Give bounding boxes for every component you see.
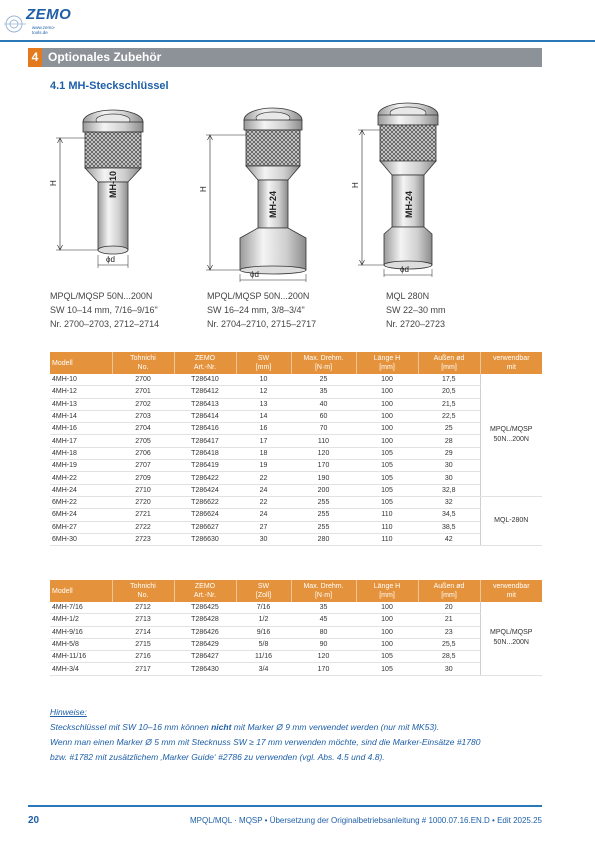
table-cell: 34,5 [418, 509, 480, 521]
table-cell: 38,5 [418, 521, 480, 533]
table-cell: 105 [356, 484, 418, 496]
tool-caption-3 [386, 289, 446, 331]
table-cell: 255 [291, 496, 356, 508]
table-cell: 2713 [112, 614, 174, 626]
table-cell: 4MH-9/16 [50, 626, 112, 638]
table-cell: 2700 [112, 374, 174, 386]
table-cell: 2720 [112, 496, 174, 508]
table-cell: 80 [291, 626, 356, 638]
column-header: SW [mm] [236, 352, 291, 374]
table-row [50, 521, 542, 533]
table-cell: 105 [356, 472, 418, 484]
dim-h-3: H [351, 182, 360, 188]
table-cell: 4MH-7/16 [50, 602, 112, 614]
dim-h-1: H [49, 180, 58, 186]
table-cell: 100 [356, 626, 418, 638]
table-cell: 90 [291, 638, 356, 650]
column-header: verwendbar mit [480, 580, 542, 602]
caption-line: Nr. 2720–2723 [386, 319, 446, 329]
table-cell: 11/16 [236, 651, 291, 663]
table-cell: 100 [356, 602, 418, 614]
table-row [50, 435, 542, 447]
footer-text: MPQL/MQL · MQSP • Übersetzung der Originalbetriebsanleitung # 1000.07.16.EN.D • Edit 2025.25 [189, 816, 542, 825]
table-cell: 4MH-11/16 [50, 651, 112, 663]
table-cell: 4MH-10 [50, 374, 112, 386]
table-cell: 30 [418, 663, 480, 675]
logo-url: www.zemo-tools.de [32, 25, 56, 35]
table-cell: 13 [236, 398, 291, 410]
dim-d-1: ϕd [106, 255, 115, 264]
table-cell: 21,5 [418, 398, 480, 410]
compatible-with-cell: MPQL/MQSP 50N...200N [480, 602, 542, 675]
column-header: ZEMO Art.-Nr. [174, 580, 236, 602]
table-row [50, 509, 542, 521]
table-cell: T286622 [174, 496, 236, 508]
dim-h-2: H [199, 186, 208, 192]
table-cell: 2721 [112, 509, 174, 521]
table-cell: 5/8 [236, 638, 291, 650]
table-cell: 110 [356, 521, 418, 533]
notes-heading: Hinweise: [50, 707, 87, 717]
caption-line: SW 22–30 mm [386, 305, 446, 315]
table-cell: 2712 [112, 602, 174, 614]
table-cell: 4MH-22 [50, 472, 112, 484]
table-row [50, 447, 542, 459]
table-cell: T286627 [174, 521, 236, 533]
table-cell: 2723 [112, 533, 174, 545]
table-cell: T286422 [174, 472, 236, 484]
table-row [50, 410, 542, 422]
table-cell: 2707 [112, 460, 174, 472]
table-cell: 19 [236, 460, 291, 472]
table-cell: 42 [418, 533, 480, 545]
section-number: 4 [28, 48, 42, 67]
table-cell: T286427 [174, 651, 236, 663]
table-cell: 16 [236, 423, 291, 435]
tool-drawings [40, 100, 550, 285]
column-header: Außen ød [mm] [418, 352, 480, 374]
column-header: SW [Zoll] [236, 580, 291, 602]
tool-drawing-1 [49, 110, 143, 268]
caption-line: MPQL/MQSP 50N...200N [50, 291, 153, 301]
table-cell: 18 [236, 447, 291, 459]
table-cell: 110 [291, 435, 356, 447]
table-cell: 170 [291, 663, 356, 675]
socket-table-inch [50, 580, 542, 676]
tool-caption-1 [50, 289, 159, 331]
tool-drawing-3 [351, 103, 438, 277]
table-cell: 4MH-16 [50, 423, 112, 435]
section-title: Optionales Zubehör [48, 50, 162, 64]
table-cell: 28,5 [418, 651, 480, 663]
caption-line: MPQL/MQSP 50N...200N [207, 291, 310, 301]
table-cell: 20,5 [418, 386, 480, 398]
column-header: Max. Drehm. [N·m] [291, 352, 356, 374]
table-cell: 23 [418, 626, 480, 638]
table-cell: 17 [236, 435, 291, 447]
dim-d-2: ϕd [250, 270, 259, 279]
table-row [50, 484, 542, 496]
table-cell: T286413 [174, 398, 236, 410]
table-cell: 255 [291, 509, 356, 521]
tool-label-3: MH-24 [404, 190, 414, 218]
table-cell: 100 [356, 638, 418, 650]
table-row [50, 423, 542, 435]
zemo-logo [4, 6, 72, 36]
table-cell: 100 [356, 410, 418, 422]
table-cell: 100 [356, 614, 418, 626]
table-cell: T286429 [174, 638, 236, 650]
table-cell: T286416 [174, 423, 236, 435]
table-cell: 2702 [112, 398, 174, 410]
note-text: mit Marker Ø 9 mm verwendet werden (nur mit MK53). [231, 722, 440, 732]
table-cell: 110 [356, 533, 418, 545]
table-cell: 2705 [112, 435, 174, 447]
table-cell: 40 [291, 398, 356, 410]
table-cell: 2710 [112, 484, 174, 496]
tool-label-2: MH-24 [268, 190, 278, 218]
table-row [50, 386, 542, 398]
table-cell: 4MH-19 [50, 460, 112, 472]
table-cell: T286418 [174, 447, 236, 459]
table-cell: 2717 [112, 663, 174, 675]
table-row [50, 472, 542, 484]
table-cell: 25 [418, 423, 480, 435]
table-cell: T286414 [174, 410, 236, 422]
table-row [50, 374, 542, 386]
table-cell: 100 [356, 398, 418, 410]
table-cell: 280 [291, 533, 356, 545]
table-cell: T286419 [174, 460, 236, 472]
table-cell: 2716 [112, 651, 174, 663]
column-header: Max. Drehm. [N·m] [291, 580, 356, 602]
subsection-title: 4.1 MH-Steckschlüssel [50, 80, 169, 92]
table-cell: 10 [236, 374, 291, 386]
table-cell: 200 [291, 484, 356, 496]
table-cell: 4MH-5/8 [50, 638, 112, 650]
table-cell: T286417 [174, 435, 236, 447]
note-line-1 [50, 720, 480, 735]
table-cell: 2703 [112, 410, 174, 422]
table-row [50, 626, 542, 638]
table-cell: 4MH-18 [50, 447, 112, 459]
table-cell: 105 [356, 496, 418, 508]
table-cell: T286428 [174, 614, 236, 626]
table-cell: 2722 [112, 521, 174, 533]
table-row [50, 638, 542, 650]
table-cell: 105 [356, 447, 418, 459]
note-line-2: Wenn man einen Marker Ø 5 mm mit Stecknuss SW ≥ 17 mm verwenden möchte, sind die Marker-Einsätze #1780 [50, 737, 481, 747]
table-cell: 255 [291, 521, 356, 533]
table-cell: 17,5 [418, 374, 480, 386]
table-row [50, 533, 542, 545]
table-cell: 25 [291, 374, 356, 386]
socket-table-metric [50, 352, 542, 546]
table-row [50, 460, 542, 472]
table-cell: 60 [291, 410, 356, 422]
column-header: Tohnichi No. [112, 580, 174, 602]
table-cell: 30 [236, 533, 291, 545]
table-cell: 25,5 [418, 638, 480, 650]
table-cell: 100 [356, 435, 418, 447]
page-number: 20 [28, 815, 40, 826]
compatible-with-cell: MQL-280N [480, 496, 542, 545]
table-cell: T286624 [174, 509, 236, 521]
table-cell: 105 [356, 651, 418, 663]
note-line-3: bzw. #1782 mit zusätzlichem ‚Marker Guide‘ #2786 zu verwenden (vgl. Abs. 4.5 und 4.8). [50, 752, 385, 762]
table-row [50, 614, 542, 626]
table-cell: 35 [291, 386, 356, 398]
table-cell: T286430 [174, 663, 236, 675]
table-cell: 120 [291, 651, 356, 663]
table-cell: 32,8 [418, 484, 480, 496]
table-cell: 22 [236, 472, 291, 484]
table-cell: 12 [236, 386, 291, 398]
table-cell: 4MH-3/4 [50, 663, 112, 675]
table-cell: 30 [418, 460, 480, 472]
note-emphasis: nicht [211, 722, 232, 732]
table-cell: 28 [418, 435, 480, 447]
table-cell: T286426 [174, 626, 236, 638]
logo-wordmark: ZEMO [26, 6, 72, 23]
table-cell: 30 [418, 472, 480, 484]
table-cell: 6MH-30 [50, 533, 112, 545]
table-cell: 27 [236, 521, 291, 533]
table-cell: 4MH-17 [50, 435, 112, 447]
table-cell: T286630 [174, 533, 236, 545]
table-cell: 105 [356, 663, 418, 675]
table-cell: 7/16 [236, 602, 291, 614]
tool-drawing-2 [199, 108, 306, 282]
column-header: Modell [50, 352, 112, 374]
table-cell: 4MH-14 [50, 410, 112, 422]
table-cell: 170 [291, 460, 356, 472]
footer-rule [28, 805, 542, 807]
table-row [50, 651, 542, 663]
caption-line: SW 10–14 mm, 7/16–9/16" [50, 305, 158, 315]
caption-line: Nr. 2704–2710, 2715–2717 [207, 319, 317, 329]
table-cell: 14 [236, 410, 291, 422]
table-cell: 105 [356, 460, 418, 472]
table-cell: 6MH-27 [50, 521, 112, 533]
table-cell: 2706 [112, 447, 174, 459]
table-cell: 21 [418, 614, 480, 626]
table-cell: 45 [291, 614, 356, 626]
table-cell: 2715 [112, 638, 174, 650]
table-cell: 1/2 [236, 614, 291, 626]
table-cell: T286424 [174, 484, 236, 496]
column-header: ZEMO Art.-Nr. [174, 352, 236, 374]
tool-caption-2 [207, 289, 316, 331]
table-row [50, 496, 542, 508]
table-cell: 3/4 [236, 663, 291, 675]
column-header: Tohnichi No. [112, 352, 174, 374]
table-cell: 9/16 [236, 626, 291, 638]
note-text: Steckschlüssel mit SW 10–16 mm können [50, 722, 212, 732]
table-cell: 100 [356, 386, 418, 398]
table-cell: 24 [236, 484, 291, 496]
column-header: Länge H [mm] [356, 352, 418, 374]
table-cell: 22 [236, 496, 291, 508]
table-cell: 190 [291, 472, 356, 484]
logo-emblem-icon [4, 10, 28, 38]
tool-label-1: MH-10 [108, 170, 118, 198]
table-cell: 4MH-24 [50, 484, 112, 496]
table-cell: 6MH-22 [50, 496, 112, 508]
table-cell: 110 [356, 509, 418, 521]
table-cell: 70 [291, 423, 356, 435]
table-row [50, 398, 542, 410]
notes [50, 705, 480, 765]
table-cell: 2714 [112, 626, 174, 638]
compatible-with-cell: MPQL/MQSP 50N...200N [480, 374, 542, 496]
table-cell: T286410 [174, 374, 236, 386]
column-header: verwendbar mit [480, 352, 542, 374]
table-cell: 2704 [112, 423, 174, 435]
table-cell: 100 [356, 423, 418, 435]
table-row [50, 602, 542, 614]
column-header: Länge H [mm] [356, 580, 418, 602]
table-cell: 22,5 [418, 410, 480, 422]
table-cell: 6MH-24 [50, 509, 112, 521]
dim-d-3: ϕd [400, 265, 409, 274]
caption-line: SW 16–24 mm, 3/8–3/4" [207, 305, 305, 315]
table-cell: 2701 [112, 386, 174, 398]
header-rule [0, 40, 595, 42]
table-cell: 35 [291, 602, 356, 614]
table-cell: 32 [418, 496, 480, 508]
table-cell: 4MH-13 [50, 398, 112, 410]
table-row [50, 663, 542, 675]
table-cell: 100 [356, 374, 418, 386]
column-header: Modell [50, 580, 112, 602]
table-cell: T286425 [174, 602, 236, 614]
table-cell: 2709 [112, 472, 174, 484]
caption-line: MQL 280N [386, 291, 430, 301]
table-cell: 24 [236, 509, 291, 521]
table-cell: 4MH-1/2 [50, 614, 112, 626]
table-cell: 120 [291, 447, 356, 459]
table-cell: 29 [418, 447, 480, 459]
table-cell: 4MH-12 [50, 386, 112, 398]
table-cell: T286412 [174, 386, 236, 398]
caption-line: Nr. 2700–2703, 2712–2714 [50, 319, 160, 329]
table-cell: 20 [418, 602, 480, 614]
column-header: Außen ød [mm] [418, 580, 480, 602]
